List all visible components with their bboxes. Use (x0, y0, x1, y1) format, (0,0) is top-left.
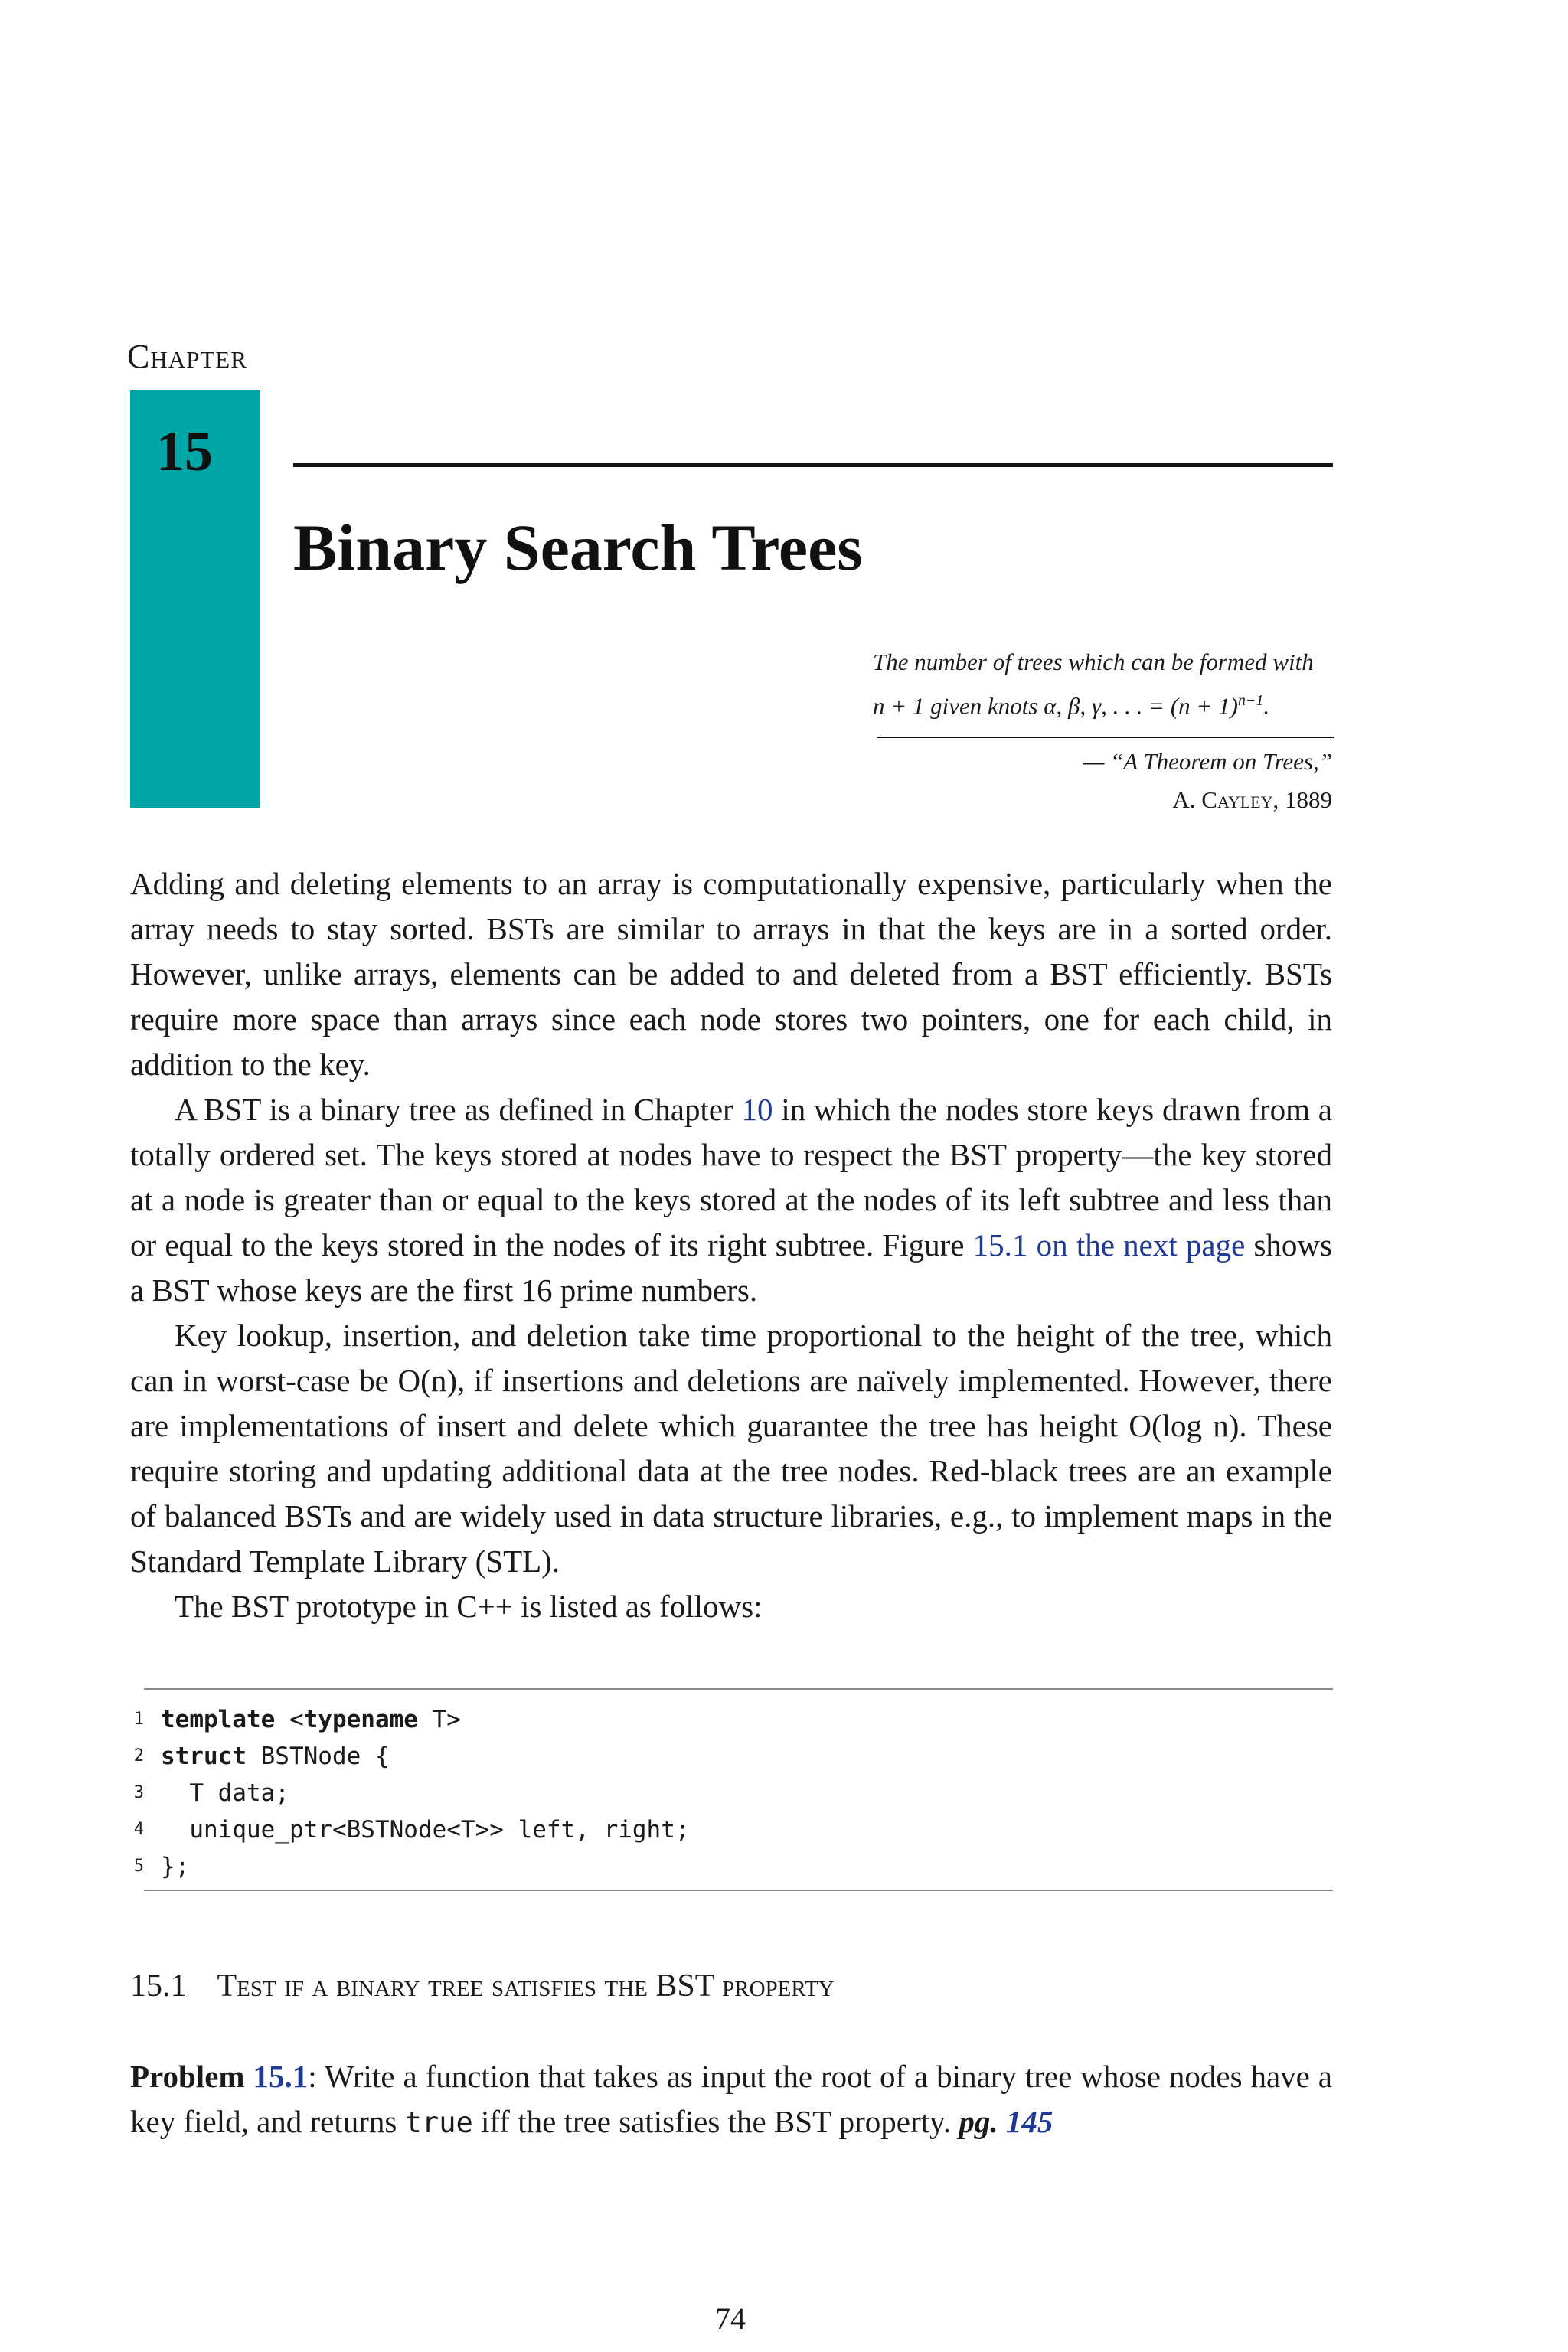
epigraph-source: — “A Theorem on Trees,” (1083, 748, 1332, 775)
code-line-number: 2 (133, 1746, 144, 1766)
code-line (92, 1775, 1332, 1811)
code-line-number: 5 (133, 1857, 144, 1876)
chapter-number: 15 (156, 420, 213, 483)
code-line-content: }; (161, 1853, 190, 1880)
code-line (92, 1848, 1332, 1885)
epigraph-attribution (873, 743, 1332, 819)
code-line-number: 3 (133, 1783, 144, 1802)
paragraph-4: The BST prototype in C++ is listed as follows: (175, 1589, 763, 1624)
code-line-content: unique_ptr<BSTNode<T>> left, right; (161, 1816, 690, 1844)
figure-15-1-link[interactable]: 15.1 on the next page (972, 1227, 1246, 1263)
epigraph-line-2: n + 1 given knots α, β, γ, . . . = $(n + 1)^{n-1}$. (873, 692, 1270, 720)
epigraph-quote (873, 643, 1332, 725)
paragraph-1: Adding and deleting elements to an array is computationally expensive, particularly when the array needs to stay sorted. BSTs are similar to arrays in that the keys are in a sorted order. However, unlike arrays, elements can be added to and deleted from a BST efficiently. BSTs require more space than arrays since each node stores two pointers, one for each child, in addition to the key. (130, 866, 1332, 1082)
code-line (92, 1811, 1332, 1848)
epigraph-line-1: The number of trees which can be formed with (873, 648, 1314, 675)
code-word: true (404, 2106, 473, 2139)
problem-ref-link[interactable]: 15.1 (253, 2059, 309, 2094)
section-title: Test if a binary tree satisfies the BST property (217, 1968, 835, 2004)
section-heading (130, 1968, 835, 2004)
section-number: 15.1 (130, 1968, 187, 2004)
epigraph-rule (877, 737, 1334, 738)
code-line-content: T data; (161, 1779, 289, 1807)
code-line-number: 4 (133, 1820, 144, 1839)
page-ref-link[interactable]: 145 (1005, 2104, 1054, 2139)
code-line (92, 1738, 1332, 1775)
page-number: 74 (715, 2301, 746, 2336)
code-line-number: 1 (133, 1710, 144, 1729)
epigraph-author: A. Cayley, 1889 (1172, 786, 1332, 813)
code-line (92, 1701, 1332, 1738)
code-bottom-rule (144, 1890, 1333, 1891)
paragraph-2: A BST is a binary tree as defined in Chapter 10 in which the nodes store keys drawn from a totally ordered set. The keys stored at nodes have to respect the BST property—the key stored at a node is greater than or equal to the keys stored at the nodes of its left subtree and less than or equal to the keys stored in the nodes of its right subtree. Figure 15.1 on the next page shows a BST whose keys are the first 16 prime numbers. (130, 1092, 1333, 1308)
code-line-content: struct BSTNode { (161, 1743, 390, 1770)
code-listing (92, 1701, 1332, 1885)
code-top-rule (144, 1688, 1333, 1690)
chapter-label: Chapter (127, 338, 247, 375)
title-rule (293, 463, 1333, 467)
problem-statement: Problem 15.1: Write a function that takes as input the root of a binary tree whose nodes have a key field, and returns true iff the tree satisfies the BST property. pg. 145 (130, 2059, 1332, 2139)
code-line-content: template <typename T> (161, 1706, 461, 1733)
body-text (130, 861, 1332, 1629)
chapter-10-link[interactable]: 10 (741, 1092, 773, 1127)
chapter-title: Binary Search Trees (293, 511, 863, 584)
paragraph-3: Key lookup, insertion, and deletion take time proportional to the height of the tree, which can in worst-case be O(n), if insertions and deletions are naïvely implemented. However, there are implementations of insert and delete which guarantee the tree has height O(log n). These require storing and updating additional data at the tree nodes. Red-black trees are an example of balanced BSTs and are widely used in data structure libraries, e.g., to implement maps in the Standard Template Library (STL). (130, 1318, 1332, 1579)
